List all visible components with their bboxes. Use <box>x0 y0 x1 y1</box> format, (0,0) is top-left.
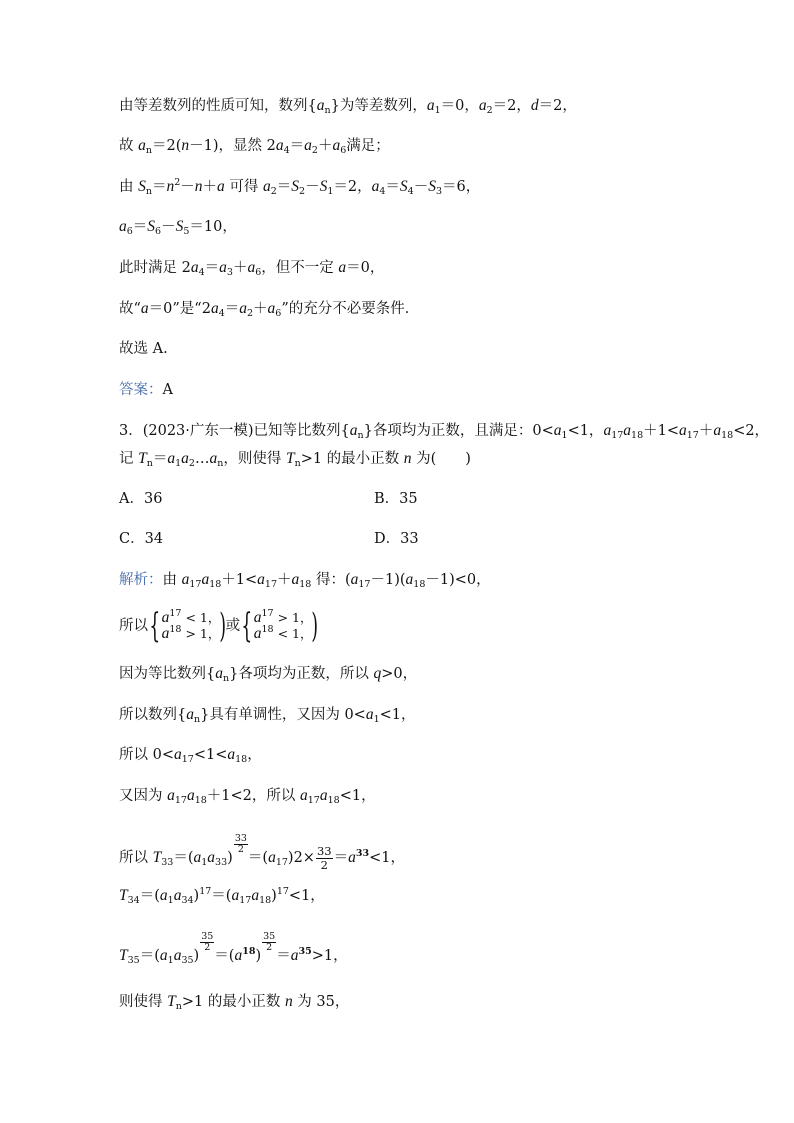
text: ) <box>255 948 262 964</box>
text: 由 <box>162 572 182 588</box>
var-a: a <box>268 849 276 866</box>
sup: 18 <box>261 624 274 635</box>
analysis-line-5 <box>119 745 262 765</box>
text: 所以数列{ <box>119 707 187 723</box>
text: < 1， <box>181 610 221 625</box>
sub: 17 <box>686 430 699 441</box>
text: }为等差数列， <box>330 98 427 114</box>
sub: 2 <box>486 105 493 116</box>
text: ＝0”是“2 <box>148 301 211 317</box>
sup: 17 <box>169 608 182 619</box>
solution-line-2 <box>119 136 390 156</box>
text: ＋ <box>317 138 333 154</box>
sub: 1 <box>175 458 182 469</box>
text: ＝2， <box>492 98 531 114</box>
analysis-line-1 <box>119 570 491 590</box>
text: ＝ <box>132 219 148 235</box>
var-a: a <box>365 706 374 723</box>
numerator: 33 <box>234 833 247 844</box>
sub: 2 <box>270 186 277 197</box>
var-a: a <box>210 300 219 317</box>
text: <1， <box>288 888 325 904</box>
sub: 18 <box>299 579 312 590</box>
var-n: n <box>181 137 190 154</box>
var-a: a <box>173 947 182 964</box>
var-a: a <box>190 259 199 276</box>
analysis-line-3 <box>119 664 417 684</box>
text: 满足； <box>346 138 390 154</box>
text: > 1， <box>181 626 221 641</box>
var-n: n <box>284 993 293 1010</box>
var-n: n <box>403 450 412 467</box>
text: <2， <box>733 423 770 439</box>
text: ”的充分不必要条件． <box>281 301 420 317</box>
text: ) <box>193 948 200 964</box>
text: ) <box>271 888 277 904</box>
text: ＝( <box>247 850 269 866</box>
var-a: a <box>251 887 260 904</box>
var-a: a <box>193 849 202 866</box>
analysis-line-8 <box>119 886 325 906</box>
analysis-line-10 <box>119 992 349 1012</box>
text: ＋ <box>253 301 268 317</box>
option-a: A．36 <box>119 491 163 507</box>
var-a: a <box>275 137 284 154</box>
answer-value: A <box>162 382 173 398</box>
text: 为( ) <box>411 451 471 467</box>
text: －1)，显然 2 <box>189 138 276 154</box>
analysis-line-2 <box>119 606 318 646</box>
sub: 2 <box>299 186 306 197</box>
var-a: a <box>253 625 262 642</box>
text: ＝( <box>173 850 194 866</box>
var-a: a <box>201 571 210 588</box>
sub: n <box>217 458 224 469</box>
var-a: a <box>138 137 146 154</box>
var-a: a <box>332 137 341 154</box>
text: ＝ <box>224 301 240 317</box>
left-brace: { <box>241 606 253 646</box>
right-paren: ) <box>219 606 227 646</box>
analysis-line-7 <box>119 834 405 872</box>
solution-line-5 <box>119 258 384 278</box>
question-line-1 <box>119 421 769 441</box>
var-a: a <box>215 665 223 682</box>
sub: 3 <box>435 186 443 197</box>
sub: 33 <box>215 857 228 868</box>
var-S: S <box>138 178 146 195</box>
analysis-line-9 <box>119 932 348 969</box>
text: ，则使得 <box>223 451 286 467</box>
text: ＝ <box>276 948 291 964</box>
sub: 18 <box>413 579 426 590</box>
var-S: S <box>399 178 408 195</box>
var-a: a <box>603 422 612 439</box>
var-a: a <box>207 849 216 866</box>
text: － <box>180 179 195 195</box>
text: －1)<0， <box>425 572 491 588</box>
sub: 18 <box>209 579 222 590</box>
var-a: a <box>263 178 271 195</box>
text: ＝ <box>204 260 220 276</box>
sub: n <box>175 1001 182 1012</box>
sub: 18 <box>631 430 644 441</box>
sub: 1 <box>561 430 568 441</box>
text: < 1， <box>273 626 313 641</box>
sub: n <box>294 458 301 469</box>
system-1 <box>162 610 221 642</box>
text: 所以 <box>119 850 153 866</box>
text: 又因为 <box>119 788 168 804</box>
sub: 3 <box>226 267 233 278</box>
sub: 5 <box>183 226 190 237</box>
analysis-line-4 <box>119 705 416 725</box>
var-a: a <box>247 259 256 276</box>
sub: 17 <box>264 579 278 590</box>
text: >1， <box>311 948 348 964</box>
var-T: T <box>119 947 128 964</box>
sub: 35 <box>181 955 194 966</box>
sup: 2 <box>174 177 181 188</box>
var-a: a <box>209 450 218 467</box>
answer-label: 答案： <box>119 382 163 398</box>
text: ＝10， <box>189 219 237 235</box>
sub: n <box>222 673 230 684</box>
text: ＝( <box>139 888 160 904</box>
analysis-line-6 <box>119 786 376 806</box>
var-a: a <box>119 218 127 235</box>
sub: n <box>145 186 152 197</box>
solution-line-3 <box>119 177 480 197</box>
var-a: a <box>181 571 190 588</box>
var-d: d <box>530 97 539 114</box>
sub: 18 <box>194 795 207 806</box>
text: 得：( <box>311 572 351 588</box>
sub: 17 <box>181 754 194 765</box>
var-a: a <box>478 97 487 114</box>
sub: 18 <box>721 430 734 441</box>
sub: 1 <box>167 955 174 966</box>
var-S: S <box>291 178 300 195</box>
text: ＋1<2，所以 <box>206 788 301 804</box>
text: ＝2， <box>538 98 577 114</box>
denominator: 2 <box>204 942 211 953</box>
var-a: a <box>319 787 328 804</box>
var-a: a <box>161 625 170 642</box>
var-a: a <box>338 259 347 276</box>
var-a: a <box>167 450 176 467</box>
text: 由 <box>119 179 139 195</box>
text: － <box>161 219 176 235</box>
text: 故选 A. <box>119 341 168 357</box>
sub: 18 <box>259 895 272 906</box>
system-2 <box>254 610 313 642</box>
sub: 6 <box>155 226 162 237</box>
text: ＋ <box>277 572 292 588</box>
sub: 1 <box>201 857 208 868</box>
sub: n <box>145 145 152 156</box>
option-b: B．35 <box>374 491 418 507</box>
solution-line-1 <box>119 96 577 116</box>
var-a: a <box>217 178 225 195</box>
var-S: S <box>175 218 184 235</box>
var-a: a <box>267 300 276 317</box>
var-a: a <box>186 706 194 723</box>
var-a: a <box>181 450 189 467</box>
var-n: n <box>194 178 203 195</box>
var-S: S <box>428 178 436 195</box>
text: ， <box>247 747 262 763</box>
sub: 6 <box>255 267 262 278</box>
text: 由等差数列的性质可知，数列{ <box>119 98 317 114</box>
text: －1)( <box>370 572 406 588</box>
var-T: T <box>167 993 176 1010</box>
var-a: a <box>173 746 182 763</box>
sub: 2 <box>188 458 195 469</box>
var-n: n <box>166 178 175 195</box>
var-a: a <box>348 849 356 866</box>
sub: 4 <box>218 308 225 319</box>
text: ＝2， <box>333 179 372 195</box>
text: ，但不一定 <box>261 260 339 276</box>
sub: 6 <box>340 145 347 156</box>
var-a: a <box>239 300 247 317</box>
text: >1 的最小正数 <box>181 994 285 1010</box>
var-a: a <box>167 787 175 804</box>
var-a: a <box>300 787 308 804</box>
text: ＝ <box>289 138 305 154</box>
text: 可得 <box>224 179 263 195</box>
text: )2× <box>287 850 315 866</box>
text: }各项均为正数，且满足：0< <box>363 423 554 439</box>
sub: 4 <box>379 186 386 197</box>
text: ＝ <box>276 179 292 195</box>
text: >0， <box>381 666 418 682</box>
sub: 18 <box>235 754 248 765</box>
text: ＝0， <box>346 260 385 276</box>
var-a: a <box>140 300 149 317</box>
sub: 2 <box>311 145 318 156</box>
var-a: a <box>159 947 168 964</box>
option-d: D．33 <box>374 531 419 547</box>
var-T: T <box>152 849 162 866</box>
text: }各项均为正数，所以 <box>229 666 374 682</box>
var-a: a <box>304 137 312 154</box>
exponent-fraction <box>200 932 214 953</box>
var-a: a <box>253 609 262 626</box>
denominator: 2 <box>237 844 244 855</box>
analysis-label: 解析： <box>119 572 163 588</box>
text: ＋1< <box>221 572 258 588</box>
var-a: a <box>257 571 265 588</box>
sup: 17 <box>199 886 212 897</box>
text: ＝ <box>385 179 400 195</box>
right-paren: ) <box>311 606 319 646</box>
left-brace: { <box>149 606 161 646</box>
var-a: a <box>234 947 243 964</box>
sub: 34 <box>181 895 194 906</box>
solution-line-4 <box>119 217 237 237</box>
var-a: a <box>405 571 414 588</box>
var-S: S <box>319 178 328 195</box>
var-q: q <box>373 665 382 682</box>
text: 为 35， <box>292 994 350 1010</box>
var-a: a <box>316 97 325 114</box>
sub: 1 <box>373 714 380 725</box>
text: <1， <box>339 788 376 804</box>
numerator: 35 <box>263 931 276 942</box>
var-a: a <box>426 97 435 114</box>
answer-line <box>119 380 173 400</box>
var-T: T <box>138 450 147 467</box>
text: ＝0， <box>440 98 479 114</box>
sub: n <box>357 430 364 441</box>
numerator: 33 <box>316 843 332 858</box>
sub: 1 <box>327 186 334 197</box>
text: ＋1< <box>643 423 679 439</box>
sup: 35 <box>298 946 312 957</box>
exponent-fraction <box>234 834 248 855</box>
solution-line-6 <box>119 299 419 319</box>
sub: 2 <box>247 308 254 319</box>
text: ＝6， <box>442 179 481 195</box>
var-T: T <box>119 887 128 904</box>
sub: 1 <box>434 105 441 116</box>
text: 或 <box>225 618 241 634</box>
sup: 17 <box>276 886 289 897</box>
var-a: a <box>159 887 168 904</box>
text: 所以 <box>119 618 148 634</box>
var-a: a <box>161 609 170 626</box>
sub: 17 <box>611 430 624 441</box>
var-S: S <box>147 218 156 235</box>
text: 此时满足 2 <box>119 260 191 276</box>
text: <1， <box>379 707 416 723</box>
sub: 17 <box>275 857 288 868</box>
var-a: a <box>227 746 236 763</box>
var-a: a <box>291 571 300 588</box>
sup: 33 <box>355 848 370 859</box>
text: ＋ <box>698 423 714 439</box>
text: ＝ <box>152 451 168 467</box>
text: 故 <box>119 138 139 154</box>
var-a: a <box>173 887 182 904</box>
option-c: C．34 <box>119 531 164 547</box>
sub: 17 <box>189 579 202 590</box>
text: … <box>194 451 210 467</box>
question-line-2 <box>119 449 471 469</box>
text: ＋ <box>202 179 218 195</box>
sup: 18 <box>242 946 256 957</box>
sub: n <box>146 458 153 469</box>
denominator: 2 <box>266 942 273 953</box>
var-a: a <box>623 422 632 439</box>
var-T: T <box>285 450 295 467</box>
var-a: a <box>231 887 240 904</box>
sub: 34 <box>127 895 140 906</box>
sub: 17 <box>174 795 187 806</box>
text: ＝ <box>151 179 167 195</box>
var-a: a <box>553 422 562 439</box>
sub: 6 <box>126 226 133 237</box>
text: }具有单调性，又因为 0< <box>200 707 366 723</box>
var-a: a <box>290 947 299 964</box>
var-a: a <box>679 422 687 439</box>
var-a: a <box>371 178 380 195</box>
text: － <box>413 179 429 195</box>
text: <1， <box>369 850 405 866</box>
sub: 18 <box>327 795 340 806</box>
text: <1< <box>193 747 228 763</box>
text: ) <box>227 850 233 866</box>
sub: n <box>324 105 331 116</box>
text: ＝( <box>139 948 160 964</box>
text: ＋ <box>232 260 248 276</box>
sup: 17 <box>261 608 274 619</box>
text: ) <box>193 888 200 904</box>
text: 因为等比数列{ <box>119 666 216 682</box>
sub: 1 <box>167 895 174 906</box>
sub: 35 <box>127 955 140 966</box>
var-a: a <box>219 259 227 276</box>
fraction <box>316 845 333 872</box>
sub: 4 <box>283 145 290 156</box>
text: > 1， <box>273 610 313 625</box>
text: 3．(2023·广东一模)已知等比数列{ <box>119 423 350 439</box>
sub: 33 <box>161 857 174 868</box>
numerator: 35 <box>201 931 214 942</box>
text: ＝2( <box>151 138 182 154</box>
text: 则使得 <box>119 994 168 1010</box>
text: ＝( <box>211 888 232 904</box>
text: 所以 0< <box>119 747 174 763</box>
sub: n <box>193 714 201 725</box>
sub: 17 <box>358 579 371 590</box>
var-a: a <box>350 571 359 588</box>
var-a: a <box>349 422 358 439</box>
text: >1 的最小正数 <box>300 451 404 467</box>
sub: 6 <box>275 308 282 319</box>
var-a: a <box>186 787 195 804</box>
text: ＝( <box>214 948 235 964</box>
var-a: a <box>713 422 722 439</box>
exponent-fraction <box>262 932 276 953</box>
sup: 18 <box>169 624 182 635</box>
solution-line-7 <box>119 339 168 359</box>
text: <1， <box>567 423 604 439</box>
denominator: 2 <box>320 857 328 872</box>
text: ＝ <box>333 850 349 866</box>
sub: 4 <box>407 186 414 197</box>
text: － <box>305 179 320 195</box>
sub: 4 <box>198 267 205 278</box>
sub: 17 <box>239 895 252 906</box>
text: 记 <box>119 451 139 467</box>
sub: 17 <box>307 795 320 806</box>
text: 故“ <box>119 301 141 317</box>
